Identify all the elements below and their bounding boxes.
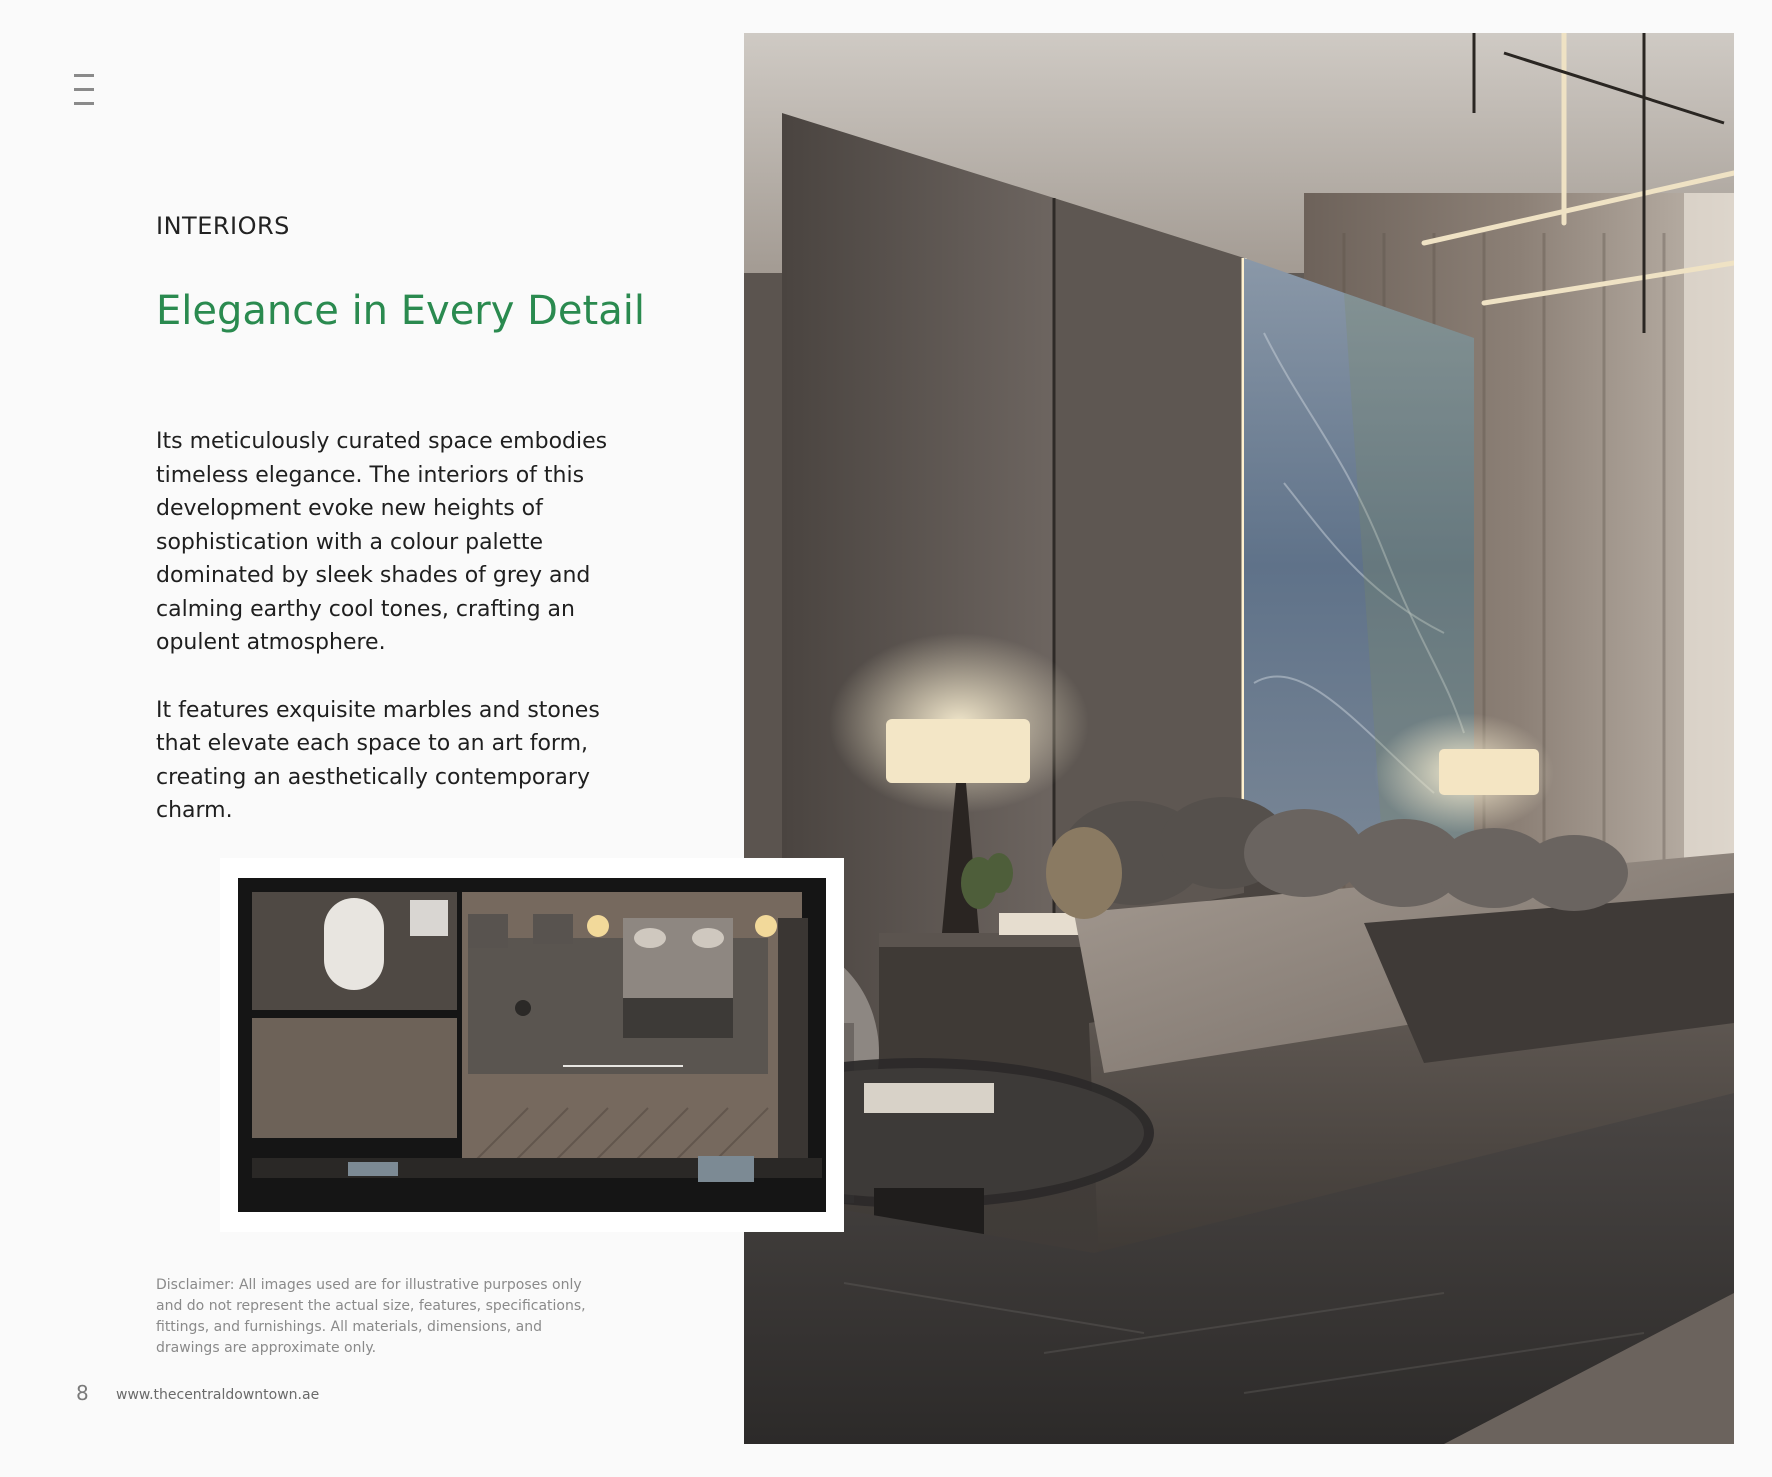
bedroom-photo bbox=[744, 33, 1734, 1444]
hamburger-menu-icon[interactable] bbox=[74, 74, 94, 106]
body-paragraph-2: It features exquisite marbles and stones that elevate each space to an art form, creating an aesthetically contemporary charm. bbox=[156, 697, 600, 823]
body-paragraph-1: Its meticulously curated space embodies timeless elegance. The interiors of this development evoke new heights of sophistication with a colour palette dominated by sleek shades of grey and calming earthy cool tones, crafting an opulent atmosphere. bbox=[156, 429, 608, 655]
section-label: INTERIORS bbox=[156, 212, 290, 240]
floorplan-inset-frame bbox=[220, 858, 844, 1232]
page-number: 8 bbox=[76, 1381, 89, 1405]
website-link[interactable]: www.thecentraldowntown.ae bbox=[116, 1387, 320, 1403]
disclaimer-text: Disclaimer: All images used are for illustrative purposes only and do not represent the actual size, features, specifications, fittings, and furnishings. All materials, dimensions, and drawings are approximate only. bbox=[156, 1277, 586, 1356]
page-headline: Elegance in Every Detail bbox=[156, 288, 645, 334]
body-copy bbox=[156, 425, 626, 862]
floorplan-render-image bbox=[238, 878, 826, 1212]
